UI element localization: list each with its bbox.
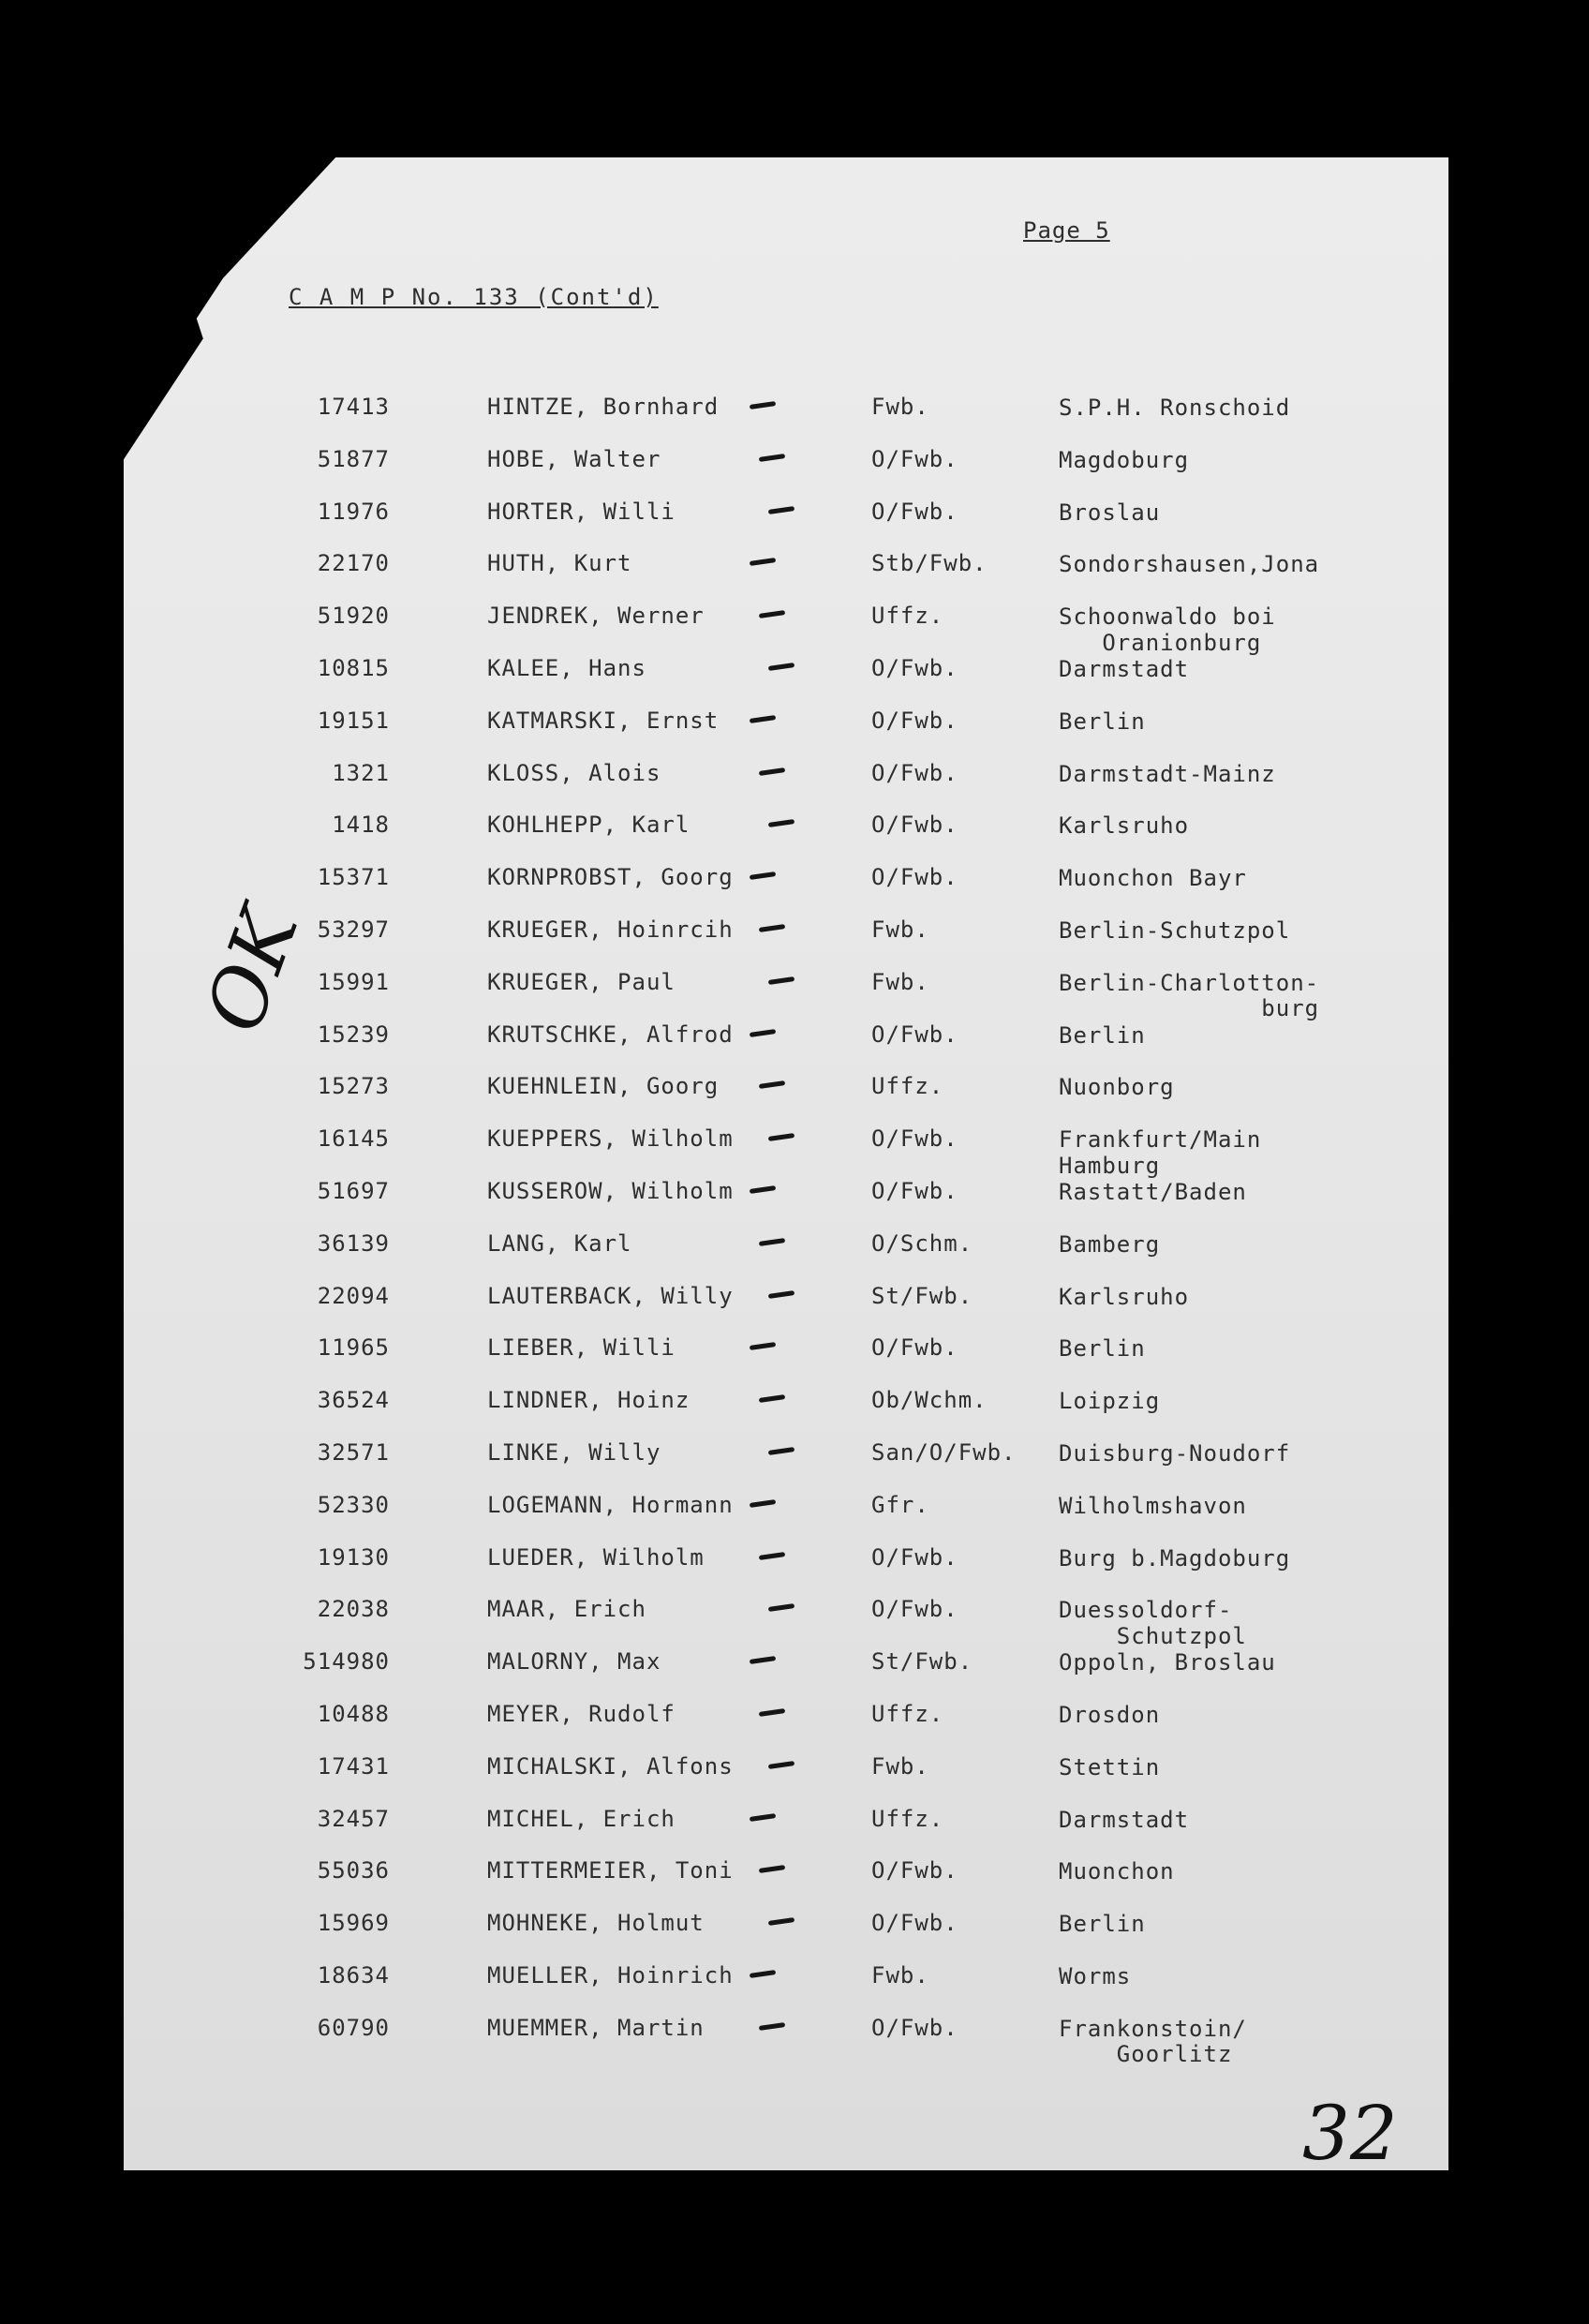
check-tick-mark [759,1080,785,1089]
list-item [0,1336,1589,1374]
entry-name: KUEHNLEIN, Goorg [487,1073,720,1100]
entry-name: LUEDER, Wilholm [487,1543,705,1571]
check-tick-mark [759,767,785,776]
entry-name: LINKE, Willy [487,1439,661,1466]
entry-rank: O/Fwb. [871,655,958,681]
entry-number: 36139 [317,1229,390,1257]
entry-number: 15969 [317,1910,390,1937]
entry-number: 10815 [317,655,390,681]
entry-number: 60790 [317,2014,390,2041]
entry-place: Berlin [1059,1335,1146,1363]
list-item [0,1543,1589,1584]
list-item [0,1703,1589,1740]
entry-place: Stettin [1059,1753,1161,1780]
entry-name: MAAR, Erich [487,1596,646,1623]
list-item [0,1805,1589,1845]
check-tick-mark [768,1761,794,1769]
entry-name: MICHALSKI, Alfons [487,1752,734,1780]
entry-rank: O/Fwb. [871,498,958,525]
entry-rank: Fwb. [871,1752,929,1780]
check-tick-mark [750,1656,776,1664]
entry-rank: O/Fwb. [871,1334,958,1362]
entry-rank: Uffz. [871,1701,944,1727]
entry-place: Berlin [1059,708,1146,735]
entry-place: Darmstadt-Mainz [1059,760,1276,787]
entry-place: Oppoln, Broslau [1059,1649,1276,1676]
entry-number: 1321 [332,759,390,786]
entry-place: Berlin-Charlotton- burg [1059,969,1320,1022]
entry-name: KATMARSKI, Ernst [487,707,720,734]
list-item [0,1912,1589,1949]
entry-place: Magdoburg [1059,446,1190,473]
entry-place: Broslau [1059,499,1161,526]
entry-rank: O/Fwb. [871,1543,958,1571]
check-tick-mark [750,1499,776,1508]
list-item [0,1650,1589,1688]
entry-number: 18634 [317,1962,390,1989]
check-tick-mark [759,1394,785,1403]
entry-name: LOGEMANN, Hormann [487,1491,734,1518]
entry-rank: O/Fwb. [871,1910,958,1937]
entry-rank: Fwb. [871,1962,929,1989]
entry-rank: Uffz. [871,1805,944,1832]
entry-name: LIEBER, Willi [487,1334,676,1362]
list-item [0,395,1589,433]
entry-number: 19151 [317,707,390,734]
entry-number: 51697 [317,1178,390,1204]
entry-rank: St/Fwb. [871,1282,973,1309]
entry-name: KRUTSCHKE, Alfrod [487,1020,734,1048]
entry-number: 22170 [317,550,390,577]
entry-rank: San/O/Fwb. [871,1439,1017,1466]
entry-place: S.P.H. Ronschoid [1059,395,1291,421]
entry-rank: O/Fwb. [871,1857,958,1885]
entry-number: 17431 [317,1752,390,1780]
entry-rank: Fwb. [871,968,929,995]
list-item [0,1596,1589,1649]
list-item [0,1859,1589,1897]
entry-number: 10488 [317,1701,390,1727]
entry-place: Schoonwaldo boi Oranionburg [1059,603,1276,656]
list-item [0,1229,1589,1270]
entry-number: 15239 [317,1020,390,1048]
entry-name: KRUEGER, Paul [487,968,676,995]
entry-number: 15991 [317,968,390,995]
handwritten-folio-number: 32 [1302,2090,1398,2177]
entry-name: KOHLHEPP, Karl [487,812,691,839]
check-tick-mark [768,1290,794,1299]
list-item [0,1441,1589,1479]
check-tick-mark [759,1238,785,1246]
entry-number: 11976 [317,498,390,525]
entry-rank: Uffz. [871,1073,944,1100]
entry-rank: O/Fwb. [871,759,958,786]
entry-name: HUTH, Kurt [487,550,632,577]
entry-rank: O/Fwb. [871,2014,958,2041]
list-item [0,1752,1589,1793]
check-tick-mark [768,1133,794,1141]
entry-number: 22094 [317,1282,390,1309]
entry-name: KLOSS, Alois [487,759,661,786]
list-item [0,445,1589,485]
entry-rank: O/Schm. [871,1229,973,1257]
entry-place: Burg b.Magdoburg [1059,1544,1291,1572]
camp-header: C A M P No. 133 (Cont'd) [289,284,659,310]
entry-rank: Stb/Fwb. [871,550,988,577]
list-item [0,1180,1589,1217]
entry-number: 22038 [317,1596,390,1623]
list-item [0,1491,1589,1531]
entry-rank: O/Fwb. [871,1125,958,1153]
entry-place: Loipzig [1059,1388,1161,1415]
list-item [0,866,1589,903]
check-tick-mark [750,1970,776,1978]
entry-place: Sondorshausen,Jona [1059,551,1320,578]
entry-rank: O/Fwb. [871,1020,958,1048]
entry-place: Bamberg [1059,1230,1161,1258]
check-tick-mark [768,1603,794,1612]
check-tick-mark [750,401,776,410]
check-tick-mark [750,1342,776,1350]
list-item [0,2014,1589,2068]
entry-place: Frankfurt/Main Hamburg [1059,1126,1262,1179]
list-item [0,603,1589,656]
entry-rank: Gfr. [871,1491,929,1518]
entry-name: LINDNER, Hoinz [487,1387,691,1414]
entry-place: Berlin [1059,1021,1146,1049]
entry-place: Frankonstoin/ Goorlitz [1059,2015,1247,2068]
entry-name: MICHEL, Erich [487,1805,676,1832]
entry-rank: O/Fwb. [871,864,958,891]
check-tick-mark [759,2022,785,2031]
page-number: Page 5 [1023,217,1110,244]
list-item [0,709,1589,747]
entry-name: KALEE, Hans [487,655,646,681]
entry-rank: Uffz. [871,603,944,630]
entry-rank: Ob/Wchm. [871,1387,988,1414]
entry-number: 1418 [332,812,390,839]
entry-rank: O/Fwb. [871,1178,958,1204]
entry-rank: O/Fwb. [871,1596,958,1623]
check-tick-mark [750,558,776,566]
entry-number: 514980 [303,1648,390,1676]
entry-name: HORTER, Willi [487,498,676,525]
entry-number: 36524 [317,1387,390,1414]
entry-number: 11965 [317,1334,390,1362]
entry-rank: O/Fwb. [871,812,958,839]
check-tick-mark [750,1813,776,1822]
entry-rank: St/Fwb. [871,1648,973,1676]
entry-place: Berlin-Schutzpol [1059,917,1291,944]
entry-number: 17413 [317,394,390,420]
check-tick-mark [768,1447,794,1455]
entry-place: Darmstadt [1059,656,1190,682]
entry-name: MITTERMEIER, Toni [487,1857,734,1885]
entry-number: 52330 [317,1491,390,1518]
entry-number: 55036 [317,1857,390,1885]
entry-name: HOBE, Walter [487,445,661,472]
check-tick-mark [768,663,794,671]
entry-place: Wilholmshavon [1059,1492,1247,1519]
entry-name: LAUTERBACK, Willy [487,1282,734,1309]
check-tick-mark [759,454,785,462]
check-tick-mark [759,1552,785,1560]
entry-place: Nuonborg [1059,1074,1175,1101]
entry-number: 32571 [317,1439,390,1466]
entry-number: 32457 [317,1805,390,1832]
entry-place: Berlin [1059,1911,1146,1938]
handwritten-ok-mark: OK [187,896,317,1044]
entry-number: 15273 [317,1073,390,1100]
entry-number: 51877 [317,445,390,472]
check-tick-mark [768,1917,794,1926]
list-item [0,759,1589,799]
check-tick-mark [750,1029,776,1037]
check-tick-mark [768,819,794,827]
entry-place: Duisburg-Noudorf [1059,1440,1291,1467]
check-tick-mark [750,1185,776,1194]
entry-name: KORNPROBST, Goorg [487,864,734,891]
list-item [0,1075,1589,1112]
entry-place: Rastatt/Baden [1059,1179,1247,1205]
entry-name: HINTZE, Bornhard [487,394,720,420]
entry-name: KUEPPERS, Wilholm [487,1125,734,1153]
list-item [0,1282,1589,1322]
entry-name: KRUEGER, Hoinrcih [487,916,734,943]
entry-place: Karlsruho [1059,812,1190,840]
entry-number: 51920 [317,603,390,630]
entry-number: 19130 [317,1543,390,1571]
entry-place: Karlsruho [1059,1283,1190,1310]
check-tick-mark [759,1708,785,1717]
list-item [0,500,1589,538]
check-tick-mark [759,1865,785,1873]
entry-place: Darmstadt [1059,1806,1190,1833]
entry-rank: Fwb. [871,394,929,420]
entry-place: Worms [1059,1963,1132,1989]
entry-place: Duessoldorf- Schutzpol [1059,1597,1247,1649]
entry-place: Muonchon Bayr [1059,865,1247,892]
entry-name: LANG, Karl [487,1229,632,1257]
entry-name: MUEMMER, Martin [487,2014,705,2041]
entry-rank: O/Fwb. [871,707,958,734]
check-tick-mark [750,872,776,880]
list-item [0,657,1589,694]
entry-number: 15371 [317,864,390,891]
list-item [0,1125,1589,1179]
entry-name: MALORNY, Max [487,1648,661,1676]
check-tick-mark [750,715,776,723]
check-tick-mark [759,610,785,618]
check-tick-mark [759,924,785,932]
entry-place: Drosdon [1059,1702,1161,1728]
entry-place: Muonchon [1059,1858,1175,1885]
check-tick-mark [768,506,794,514]
check-tick-mark [768,976,794,985]
list-item [0,1389,1589,1426]
entry-rank: O/Fwb. [871,445,958,472]
list-item [0,552,1589,589]
entry-name: MEYER, Rudolf [487,1701,676,1727]
entry-name: MOHNEKE, Holmut [487,1910,705,1937]
entry-name: MUELLER, Hoinrich [487,1962,734,1989]
entry-name: JENDREK, Werner [487,603,705,630]
list-item [0,1964,1589,2002]
entry-number: 16145 [317,1125,390,1153]
list-item [0,813,1589,851]
entry-number: 53297 [317,916,390,943]
entry-name: KUSSEROW, Wilholm [487,1178,734,1204]
entry-rank: Fwb. [871,916,929,943]
